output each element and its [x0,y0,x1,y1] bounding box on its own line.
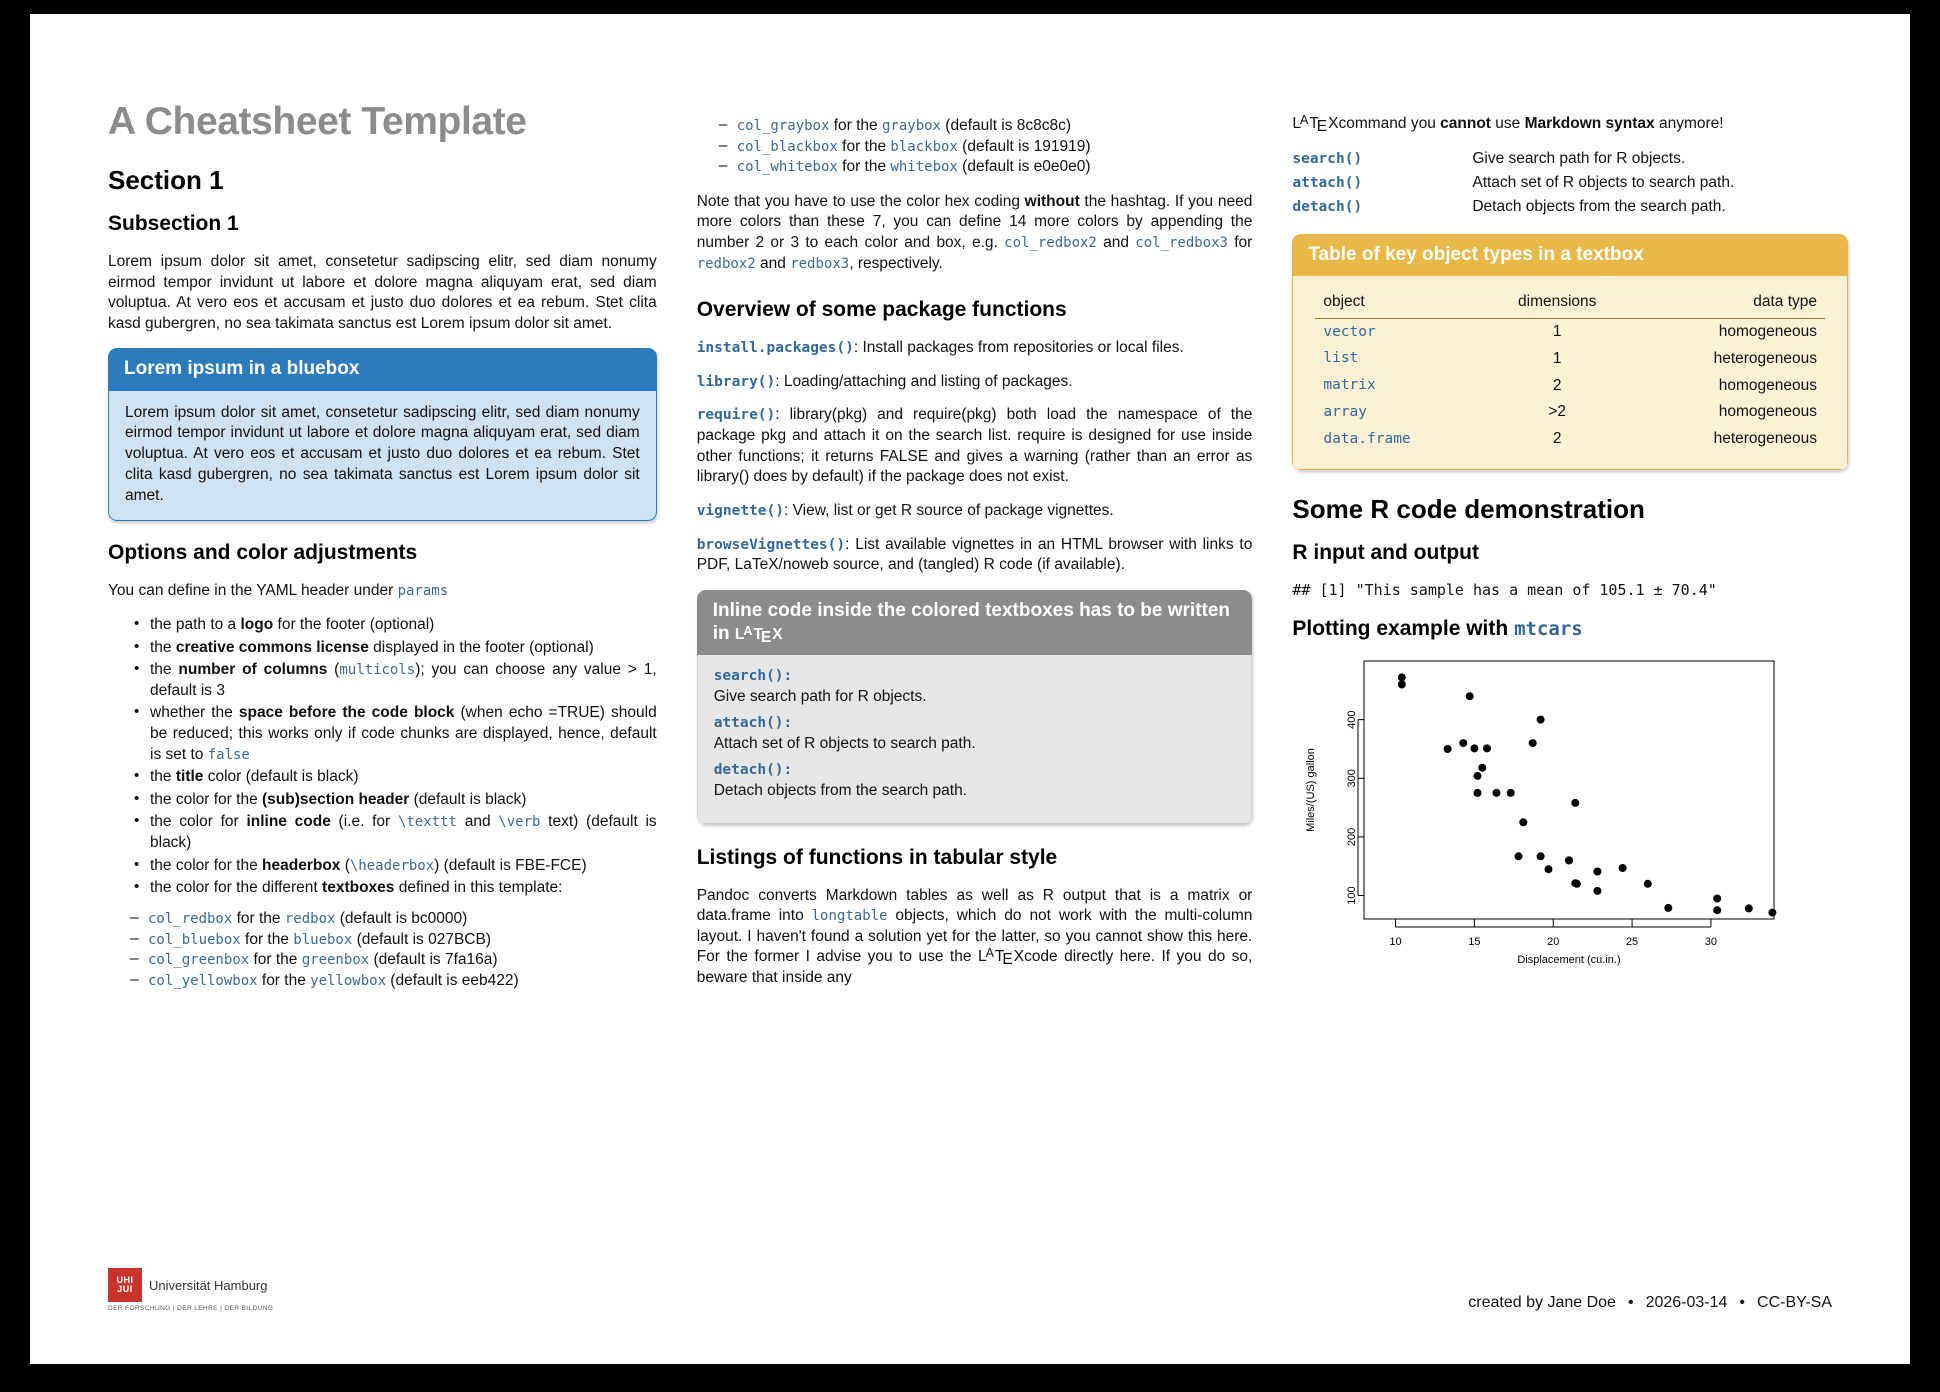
data-point [1398,673,1406,681]
colorbox-sublist-1 [108,909,657,991]
latex-intro-paragraph [1292,114,1848,135]
colorbox-param: col_graybox [736,118,830,134]
data-point [1460,739,1468,747]
list-item: • the creative commons license displayed in the footer (optional) [134,638,657,659]
cell-dimensions: >2 [1548,403,1567,421]
cell-datatype: homogeneous [1718,322,1818,340]
graybox-entry [714,667,1236,707]
data-point [1471,744,1479,752]
latex-logo-2: $L^ATEX$ [977,946,1025,969]
data-point [1493,789,1501,797]
x-tick-label: 20 [1547,935,1560,948]
x-tick-label: 15 [1468,935,1481,948]
graybox-body [697,655,1253,824]
colorbox-item: – col_yellowbox for the yellowbox (default is eeb422) [130,971,657,992]
colorbox-sublist-2 [697,116,1253,178]
function-desc: : Install packages from repositories or local files. [853,339,1184,357]
plot-y-axis [1346,710,1364,904]
colorbox-param: col_whitebox [736,159,838,176]
function-desc: : library(pkg) and require(pkg) both load the namespace of the package pkg and attach it on the search list. require is designed for use inside other functions; it returns FALSE and gives a warning (rather than an error as library() does by default) if the package does not exist. [696,406,1253,486]
function-description [697,405,1253,487]
cell-object: vector [1323,323,1376,340]
column-3 [1292,102,1848,1002]
footer-license: CC-BY-SA [1757,1294,1832,1311]
logo-mark-line1: UHI [116,1275,134,1285]
r-console-output: ## [1] "This sample has a mean of 105.1 ± 70.4" [1292,580,1717,599]
x-axis-label: Displacement (cu.in.) [1517,953,1622,966]
options-intro [108,581,657,602]
intro-part-3: anymore! [1654,115,1724,132]
graybox-header [697,590,1253,655]
data-point [1529,739,1537,747]
function-name: require() [696,407,776,424]
graybox-entry [714,761,1236,801]
data-point [1537,852,1545,860]
data-point [1466,692,1474,700]
heading-overview-functions: Overview of some package functions [696,298,1067,322]
colorbox-default: (default is 027BCB) [352,930,492,948]
page-title: A Cheatsheet Template [108,100,527,143]
col-header-object: object [1315,290,1481,318]
deflist-function: search() [1292,150,1363,167]
graybox [697,590,1253,824]
graybox-desc: Attach set of R objects to search path. [713,734,976,752]
note-part-1: Note that you have to use the color hex coding [696,192,1025,210]
cell-dimensions: 1 [1552,349,1562,367]
col-redbox2-code: col_redbox2 [1004,235,1097,252]
heading-r-input-output: R input and output [1292,540,1479,564]
graybox-desc: Give search path for R objects. [713,687,927,705]
intro-bold-markdown: Markdown syntax [1524,115,1655,132]
bluebox-header: Lorem ipsum in a bluebox [108,348,657,390]
y-tick-label: 400 [1346,710,1359,729]
data-point [1515,852,1523,860]
bluebox-body: Lorem ipsum dolor sit amet, consetetur sadipscing elitr, sed diam nonumy eirmod tempor invidunt ut labore et dolore magna aliquyam erat, sed diam voluptua. At vero eos et accusam et justo duo dolores et ea rebum. Stet clita kasd gubergren, no sea takimata sanctus est Lorem ipsum dolor sit amet. [108,391,657,522]
function-desc: : Loading/attaching and listing of packages. [775,372,1073,390]
deflist-desc: Detach objects from the search path. [1472,197,1726,215]
graybox-header-text: Inline code inside the colored textboxes has to be written in [712,599,1231,644]
university-name: Universität Hamburg [149,1277,268,1293]
page-footer [108,1268,1832,1312]
options-intro-text: You can define in the YAML header under [108,582,398,600]
latex-logo: $L^ATEX$ [734,623,783,646]
cell-object: list [1323,350,1359,367]
data-point [1769,908,1777,916]
graybox-function: attach(): [713,715,793,732]
cell-object: matrix [1323,377,1376,394]
colorbox-param: col_blackbox [736,138,838,155]
listings-paragraph [697,886,1253,989]
data-point [1507,789,1515,797]
data-point [1565,856,1573,864]
logo-mark-line2: JUI [117,1284,133,1294]
cell-datatype: heterogeneous [1713,430,1818,448]
colorbox-name: bluebox [293,931,353,948]
heading-options-color: Options and color adjustments [108,541,418,565]
y-axis-label: Miles/(US) gallon [1305,747,1318,832]
deflist-function: attach() [1292,174,1363,191]
colorbox-item: – col_whitebox for the whitebox (default is e0e0e0) [719,157,1253,178]
colorbox-default: (default is e0e0e0) [957,158,1091,176]
list-item: • the number of columns (multicols); you can choose any value > 1, default is 3 [134,660,657,701]
data-point [1479,763,1487,771]
footer-sep-2: • [1739,1294,1746,1311]
table-row [1292,148,1848,172]
colorbox-name: blackbox [890,138,958,155]
params-code: params [397,583,449,600]
cell-object: array [1323,403,1368,420]
table-row [1315,426,1825,453]
heading-listings: Listings of functions in tabular style [696,845,1058,869]
longtable-code: longtable [811,908,888,925]
colorbox-default: (default is eeb422) [386,971,519,989]
data-point [1573,880,1581,888]
colorbox-item: – col_greenbox for the greenbox (default is 7fa16a) [130,950,657,971]
colorbox-name: greenbox [301,952,370,969]
col-header-datatype: data type [1633,290,1825,318]
intro-part-1: command you [1338,115,1441,132]
note-part-3: and [1096,234,1136,252]
list-item: • the color for the different textboxes defined in this template: [134,878,657,899]
footer-sep-1: • [1627,1294,1634,1311]
listings-part-3: code directly here. If you do so, beware that inside any [696,948,1253,987]
y-tick-label: 100 [1346,886,1359,905]
data-point [1745,904,1753,912]
list-item: • the color for the (sub)section header (default is black) [134,790,657,811]
cell-dimensions: 2 [1552,376,1562,394]
data-point [1594,887,1602,895]
function-description [697,338,1253,359]
table-row [1292,172,1848,196]
data-point [1594,867,1602,875]
function-desc: : List available vignettes in an HTML browser with links to PDF, LaTeX/noweb source, and (tangled) R code (if available). [696,535,1253,574]
data-point [1483,744,1491,752]
data-point [1444,745,1452,753]
note-part-6: , respectively. [849,254,943,272]
colorbox-param: col_bluebox [148,931,241,948]
colorbox-name: whitebox [890,159,958,176]
data-point [1474,789,1482,797]
bluebox [108,348,657,521]
table-row [1315,373,1825,400]
graybox-desc: Detach objects from the search path. [713,781,968,799]
cell-dimensions: 2 [1552,430,1562,448]
deflist-desc: Attach set of R objects to search path. [1472,173,1735,191]
yellowbox-body [1292,276,1848,470]
colorbox-name: graybox [881,118,941,134]
redbox2-code: redbox2 [696,255,756,272]
colorbox-item: – col_bluebox for the bluebox (default is 027BCB) [130,930,657,951]
deflist-function: detach() [1292,198,1363,215]
plot-frame [1364,661,1774,919]
function-description-list [697,338,1253,575]
colorbox-name: yellowbox [310,972,386,989]
redbox3-code: redbox3 [790,255,850,272]
note-bold: without [1024,192,1080,210]
listings-part-1: Pandoc converts Markdown tables as well as R output that is a matrix or data.frame into [696,886,1253,925]
data-point [1619,864,1627,872]
colorbox-default: (default is bc0000) [335,909,468,927]
data-point [1714,894,1722,902]
x-tick-label: 30 [1705,935,1718,948]
mtcars-scatter-plot [1292,651,1812,981]
plot-heading-text: Plotting example with [1292,616,1515,640]
col-redbox3-code: col_redbox3 [1135,235,1228,252]
cell-datatype: homogeneous [1718,376,1818,394]
list-item: • whether the space before the code block (when echo =TRUE) should be reduced; this works only if code chunks are displayed, hence, default is set to false [134,703,657,765]
cell-object: data.frame [1323,430,1411,447]
graybox-entry [714,714,1236,754]
data-point [1537,715,1545,723]
colorbox-param: col_greenbox [148,952,250,969]
university-logo [108,1268,273,1312]
graybox-function: detach(): [713,762,793,779]
note-part-4: for [1227,234,1253,252]
data-point [1520,818,1528,826]
footer-credits [1468,1294,1832,1312]
col-header-dimensions: dimensions [1481,290,1633,318]
list-item: • the color for the headerbox (\headerbox) (default is FBE-FCE) [134,856,657,877]
heading-r-code-demo: Some R code demonstration [1292,493,1645,524]
intro-bold-cannot: cannot [1440,115,1491,132]
function-desc: : View, list or get R source of package vignettes. [784,501,1114,519]
function-name: vignette() [696,502,785,519]
heading-subsection-1: Subsection 1 [108,211,239,235]
data-point [1665,904,1673,912]
latex-logo-3: $L^ATEX$ [1292,113,1339,135]
list-item: • the path to a logo for the footer (optional) [134,615,657,636]
function-name: library() [696,373,776,390]
data-point [1572,799,1580,807]
colorbox-item: – col_graybox for the graybox (default is 8c8c8c) [719,116,1253,137]
intro-part-2: use [1490,115,1525,132]
options-bullet-list [108,615,657,899]
graybox-function: search(): [713,668,793,685]
colorbox-name: redbox [284,910,336,927]
colorbox-param: col_redbox [148,910,233,927]
cheatsheet-page [30,14,1910,1364]
list-item: • the title color (default is black) [134,767,657,788]
three-column-layout [108,102,1848,1002]
colorbox-item: – col_redbox for the redbox (default is bc0000) [130,909,657,930]
data-point [1545,865,1553,873]
x-tick-label: 25 [1626,935,1639,948]
footer-author: created by Jane Doe [1468,1294,1616,1311]
cell-datatype: heterogeneous [1713,349,1818,367]
heading-plotting-example [1292,617,1848,641]
column-1 [108,102,657,1002]
y-tick-label: 200 [1346,827,1359,846]
column-2 [697,102,1253,1002]
mtcars-code: mtcars [1514,617,1583,640]
listings-part-2: objects, which do not work with the multi-column layout. I haven't found a solution yet for the latter, so you cannot show this here. For the former I advise you to use the [696,907,1253,966]
function-name: browseVignettes() [696,536,846,553]
yellowbox [1292,234,1848,470]
function-description [697,372,1253,393]
colorbox-default: (default is 191919) [957,137,1091,155]
note-part-2: the hashtag. If you need more colors than these 7, you can define 14 more colors by appending the number 2 or 3 to each color and box, e.g. [696,192,1253,252]
table-row [1292,196,1848,220]
colorbox-default: (default is 7fa16a) [369,951,498,969]
footer-date: 2026-03-14 [1645,1294,1728,1311]
data-point [1474,772,1482,780]
lorem-paragraph: Lorem ipsum dolor sit amet, consetetur sadipscing elitr, sed diam nonumy eirmod tempor invidunt ut labore et dolore magna aliquyam erat, sed diam voluptua. At vero eos et accusam et justo duo dolores et ea rebum. Stet clita kasd gubergren, no sea takimata sanctus est Lorem ipsum dolor sit amet. [108,252,657,332]
scatter-plot-svg [1292,651,1792,981]
university-tagline: DER FORSCHUNG | DER LEHRE | DER BILDUNG [108,1305,274,1312]
list-item: • the color for inline code (i.e. for \texttt and \verb text) (default is black) [134,812,657,853]
function-description [697,535,1253,576]
data-point [1398,680,1406,688]
heading-section-1: Section 1 [108,164,224,195]
object-types-table [1315,290,1825,453]
table-row [1315,399,1825,426]
colorbox-param: col_yellowbox [148,972,258,989]
plot-x-axis [1390,919,1718,948]
function-description [697,501,1253,522]
x-tick-label: 10 [1389,935,1403,948]
note-part-5: and [755,254,791,272]
table-header-row [1315,290,1825,318]
deflist-desc: Give search path for R objects. [1472,149,1686,167]
colorbox-item: – col_blackbox for the blackbox (default is 191919) [719,137,1253,158]
data-point [1644,880,1652,888]
colorbox-default: (default is 8c8c8c) [941,117,1072,134]
uhh-logo-mark [108,1268,142,1302]
function-definition-table [1292,148,1848,220]
yellowbox-header: Table of key object types in a textbox [1292,234,1848,276]
cell-datatype: homogeneous [1718,403,1818,421]
data-point [1714,906,1722,914]
table-row [1315,318,1825,345]
hex-note-paragraph [697,192,1253,274]
y-tick-label: 300 [1346,768,1359,788]
cell-dimensions: 1 [1552,322,1562,340]
function-name: install.packages() [696,340,854,357]
table-row [1315,346,1825,373]
